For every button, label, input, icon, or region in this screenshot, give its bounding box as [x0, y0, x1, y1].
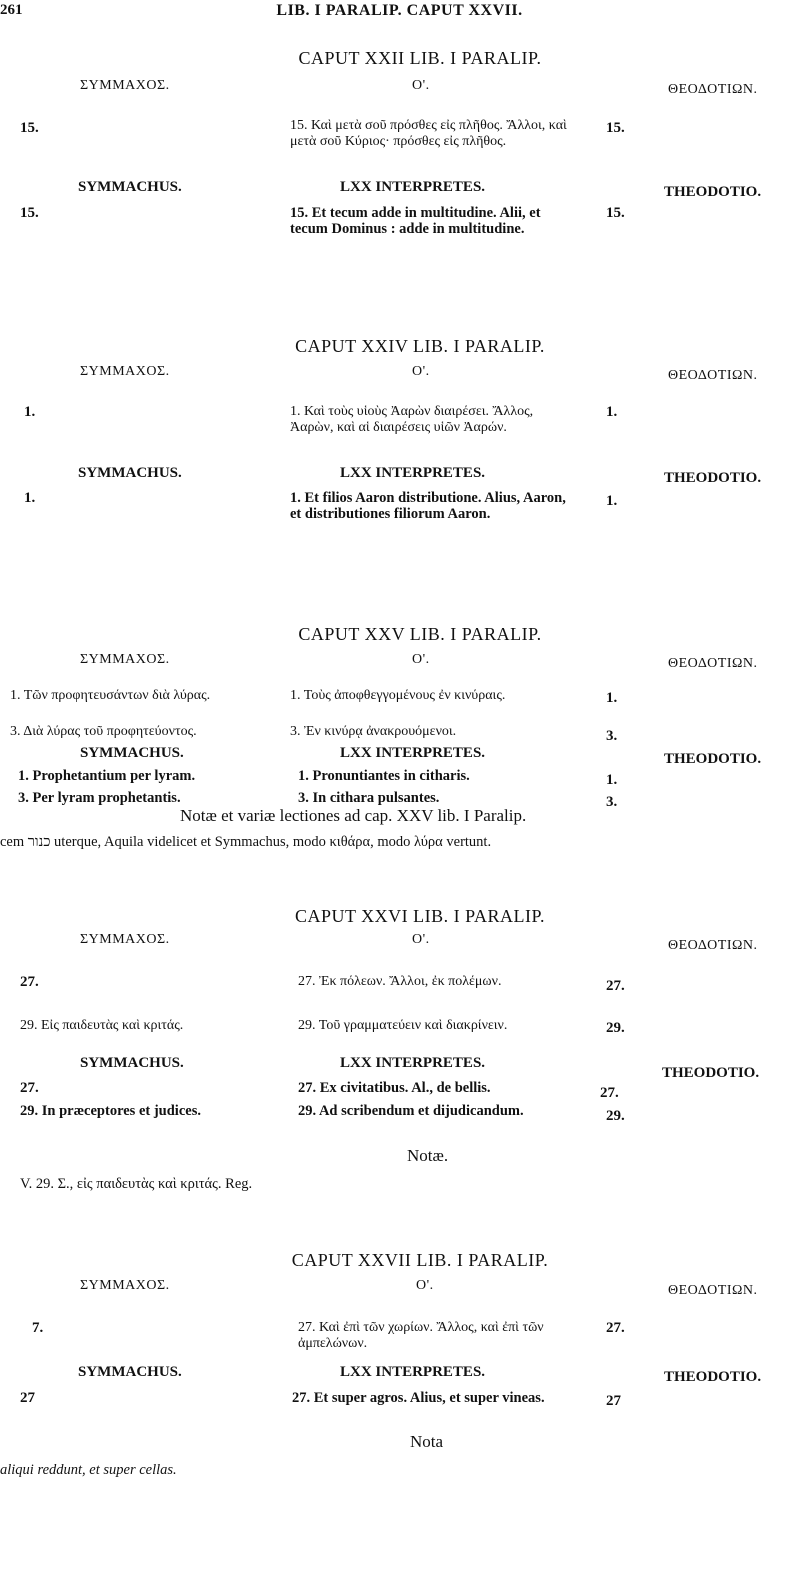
- verse-number: 1.: [24, 490, 36, 506]
- col-head-symmachus-greek: ΣΥΜΜΑΧΟΣ.: [80, 932, 170, 947]
- lxx-latin-text: 29. Ad scribendum et dijudicandum.: [298, 1103, 524, 1119]
- col-head-lxx-greek: O'.: [412, 652, 430, 667]
- col-head-theodotion-greek: ΘΕΟΔΟΤΙΩΝ.: [668, 82, 758, 97]
- col-head-theodotion-latin: THEODOTIO.: [664, 184, 762, 200]
- col-head-theodotion-greek: ΘΕΟΔΟΤΙΩΝ.: [668, 656, 758, 671]
- lxx-latin-text: 1. Pronuntiantes in citharis.: [298, 768, 470, 784]
- running-title: LIB. I PARALIP. CAPUT XXVII.: [276, 2, 523, 19]
- col-head-lxx-greek: O'.: [412, 364, 430, 379]
- lxx-greek-text: 1. Καὶ τοὺς υἱοὺς Ἀαρὼν διαιρέσει. Ἄλλος, Ἀαρὼν, καὶ αἱ διαιρέσεις υἱῶν Ἀαρών.: [290, 404, 534, 435]
- section-title: CAPUT XXIV LIB. I PARALIP.: [295, 336, 545, 356]
- col-head-theodotion-latin: THEODOTIO.: [664, 751, 762, 767]
- lxx-greek-text: 27. Καὶ ἐπὶ τῶν χωρίων. Ἄλλος, καὶ ἐπὶ τῶν ἀμπελώνων.: [298, 1320, 544, 1351]
- verse-number: 27.: [20, 974, 39, 990]
- symmachus-greek-text: 29. Εἰς παιδευτὰς καὶ κριτάς.: [20, 1018, 184, 1033]
- col-head-lxx-latin: LXX INTERPRETES.: [340, 465, 486, 481]
- verse-number: 7.: [32, 1320, 44, 1336]
- verse-number: 15.: [20, 205, 39, 221]
- verse-number: 27.: [606, 1320, 625, 1336]
- lxx-greek-text: 1. Τοὺς ἀποφθεγγομένους ἐν κινύραις.: [290, 688, 506, 703]
- section-title: CAPUT XXII LIB. I PARALIP.: [298, 48, 542, 68]
- verse-number: 27.: [606, 978, 625, 994]
- section-title: CAPUT XXVII LIB. I PARALIP.: [291, 1250, 549, 1270]
- col-head-lxx-greek: O'.: [416, 1278, 434, 1293]
- col-head-symmachus-latin: SYMMACHUS.: [78, 465, 182, 481]
- col-head-lxx-latin: LXX INTERPRETES.: [340, 179, 486, 195]
- verse-number: 29.: [606, 1020, 625, 1036]
- note-text: aliqui reddunt, et super cellas.: [0, 1462, 177, 1478]
- verse-number: 29.: [606, 1108, 625, 1124]
- col-head-lxx-latin: LXX INTERPRETES.: [340, 1055, 486, 1071]
- col-head-symmachus-greek: ΣΥΜΜΑΧΟΣ.: [80, 1278, 170, 1293]
- notes-heading: Notæ et variæ lectiones ad cap. XXV lib. I Paralip.: [180, 806, 527, 825]
- verse-number: 27.: [20, 1080, 39, 1096]
- col-head-symmachus-latin: SYMMACHUS.: [78, 1364, 182, 1380]
- section-title: CAPUT XXVI LIB. I PARALIP.: [294, 906, 546, 926]
- col-head-lxx-greek: O'.: [412, 932, 430, 947]
- lxx-latin-text: 27. Ex civitatibus. Al., de bellis.: [298, 1080, 491, 1096]
- col-head-theodotion-greek: ΘΕΟΔΟΤΙΩΝ.: [668, 368, 758, 383]
- note-text: cem כנור uterque, Aquila videlicet et Symmachus, modo κιθάρα, modo λύρα vertunt.: [0, 834, 492, 850]
- verse-number: 1.: [24, 404, 36, 420]
- verse-number: 1.: [606, 690, 618, 706]
- col-head-symmachus-latin: SYMMACHUS.: [80, 1055, 184, 1071]
- notes-heading: Nota: [410, 1432, 444, 1451]
- col-head-theodotion-latin: THEODOTIO.: [664, 470, 762, 486]
- col-head-theodotion-greek: ΘΕΟΔΟΤΙΩΝ.: [668, 1283, 758, 1298]
- verse-number: 1.: [606, 404, 618, 420]
- verse-number: 27: [606, 1393, 621, 1409]
- col-head-symmachus-latin: SYMMACHUS.: [78, 179, 182, 195]
- symmachus-latin-text: 29. In præceptores et judices.: [20, 1103, 201, 1119]
- col-head-theodotion-greek: ΘΕΟΔΟΤΙΩΝ.: [668, 938, 758, 953]
- section-title: CAPUT XXV LIB. I PARALIP.: [298, 624, 542, 644]
- verse-number: 15.: [606, 205, 625, 221]
- verse-number: 3.: [606, 728, 618, 744]
- symmachus-latin-text: 1. Prophetantium per lyram.: [18, 768, 196, 784]
- verse-number: 3.: [606, 794, 618, 810]
- col-head-lxx-greek: O'.: [412, 78, 430, 93]
- col-head-lxx-latin: LXX INTERPRETES.: [340, 745, 486, 761]
- lxx-greek-text: 3. Ἐν κινύρᾳ ἀνακρουόμενοι.: [290, 724, 457, 739]
- lxx-latin-text: 3. In cithara pulsantes.: [298, 790, 440, 806]
- lxx-greek-text: 29. Τοῦ γραμματεύειν καὶ διακρίνειν.: [298, 1018, 508, 1033]
- note-text: V. 29. Σ., εἰς παιδευτὰς καὶ κριτάς. Reg.: [20, 1176, 253, 1192]
- verse-number: 15.: [606, 120, 625, 136]
- col-head-symmachus-greek: ΣΥΜΜΑΧΟΣ.: [80, 78, 170, 93]
- lxx-latin-text: 27. Et super agros. Alius, et super vineas.: [292, 1390, 545, 1406]
- col-head-symmachus-latin: SYMMACHUS.: [80, 745, 184, 761]
- verse-number: 27: [20, 1390, 35, 1406]
- verse-number: 27.: [600, 1085, 619, 1101]
- lxx-greek-text: 15. Καὶ μετὰ σοῦ πρόσθες εἰς πλῆθος. Ἄλλοι, καὶ μετὰ σοῦ Κύριος· πρόσθες εἰς πλῆθος.: [290, 118, 567, 149]
- col-head-theodotion-latin: THEODOTIO.: [662, 1065, 760, 1081]
- notes-heading: Notæ.: [407, 1146, 449, 1165]
- verse-number: 1.: [606, 493, 618, 509]
- verse-number: 15.: [20, 120, 39, 136]
- page-number: 261: [0, 2, 23, 18]
- symmachus-greek-text: 1. Τῶν προφητευσάντων διὰ λύρας.: [10, 688, 211, 703]
- lxx-greek-text: 27. Ἐκ πόλεων. Ἄλλοι, ἐκ πολέμων.: [298, 974, 502, 989]
- lxx-latin-text: 15. Et tecum adde in multitudine. Alii, et tecum Dominus : adde in multitudine.: [290, 205, 541, 237]
- symmachus-greek-text: 3. Διὰ λύρας τοῦ προφητεύοντος.: [10, 724, 197, 739]
- symmachus-latin-text: 3. Per lyram prophetantis.: [18, 790, 181, 806]
- col-head-symmachus-greek: ΣΥΜΜΑΧΟΣ.: [80, 364, 170, 379]
- col-head-symmachus-greek: ΣΥΜΜΑΧΟΣ.: [80, 652, 170, 667]
- col-head-theodotion-latin: THEODOTIO.: [664, 1369, 762, 1385]
- verse-number: 1.: [606, 772, 618, 788]
- lxx-latin-text: 1. Et filios Aaron distributione. Alius, Aaron, et distributiones filiorum Aaron.: [290, 490, 566, 522]
- col-head-lxx-latin: LXX INTERPRETES.: [340, 1364, 486, 1380]
